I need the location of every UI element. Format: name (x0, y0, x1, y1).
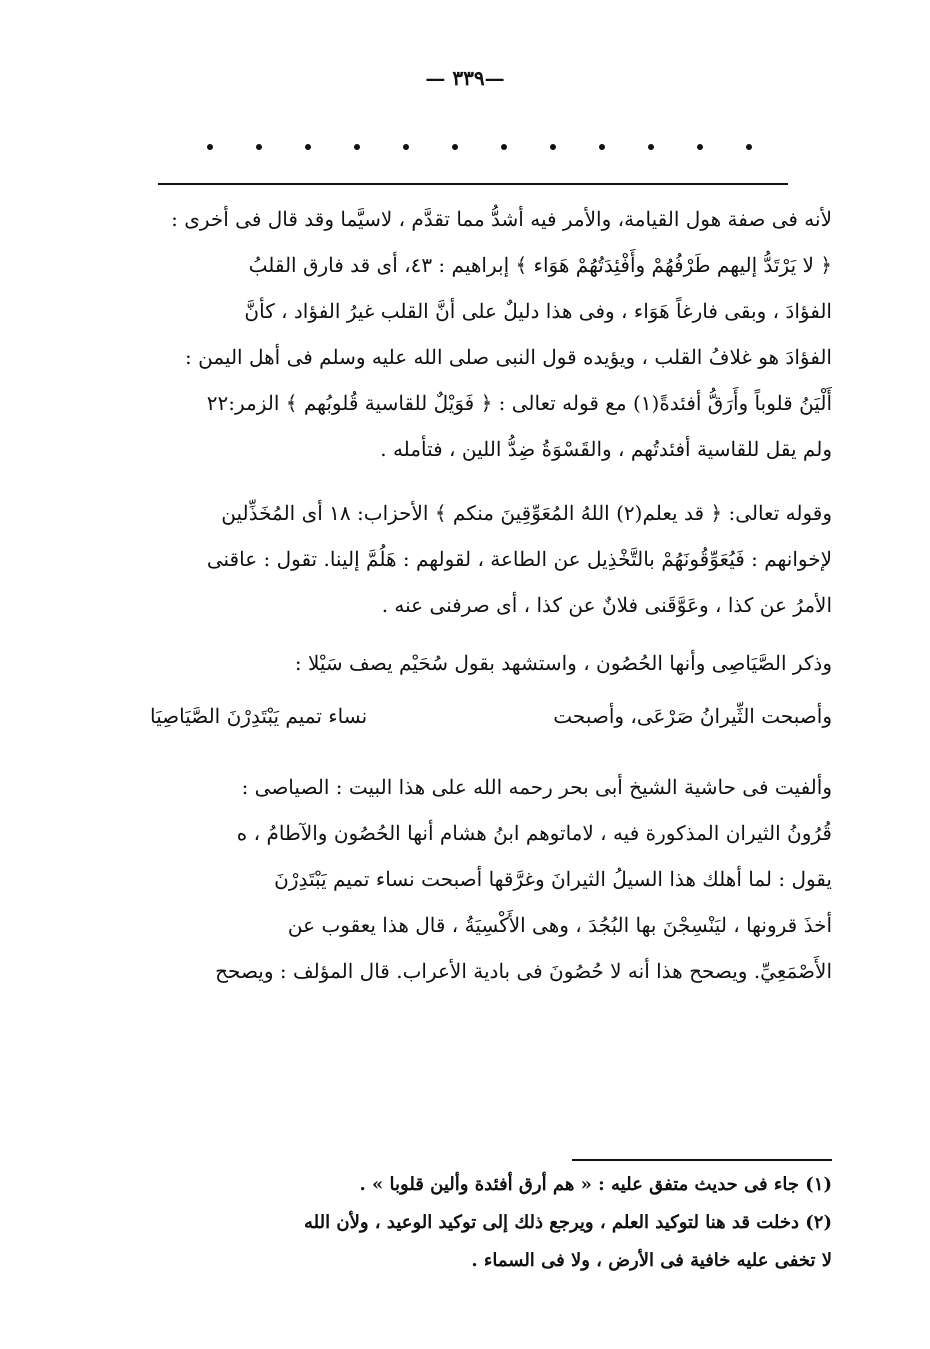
main-text (150, 196, 832, 994)
text-line: الأَصْمَعِيِّ. ويصحح هذا أنه لا حُصُونَ فى بادية الأعراب. قال المؤلف : ويصحح (215, 959, 832, 983)
text-line: ﴿ لا يَرْتَدُّ إليهم طَرْفُهُمْ وأَفْئِدَتُهُمْ هَوَاء ﴾ إبراهيم : ٤٣، أى قد فارق القلبُ (248, 253, 832, 277)
text-line: قُرُونُ الثيران المذكورة فيه ، لاماتوهم ابنُ هشام أنها الحُصُون والآطامُ ، ه (236, 821, 832, 845)
text-line: لإخوانهم : فَيُعَوِّقُونَهُمْ بالتَّخْذِيل عن الطاعة ، لقولهم : هَلُمَّ إلينا. تقول : عاقنى (206, 547, 832, 571)
text-line: أَلْيَنُ قلوباً وأَرَقُّ أفئدةً(١) مع قوله تعالى : ﴿ فَوَيْلٌ للقاسية قُلوبُهم ﴾ الزمر:٢٢ (206, 391, 832, 415)
text-line: وذكر الصَّيَاصِى وأنها الحُصُون ، واستشهد بقول سُحَيْم يصف سَيْلا : (294, 651, 832, 675)
footnote-2-line-2: لا تخفى عليه خافية فى الأرض ، ولا فى السماء . (471, 1250, 832, 1271)
verse-second-hemistich: نساء تميم يَبْتَدِرْنَ الصَّيَاصِيَا (150, 704, 368, 728)
verse-first-hemistich: وأصبحت الثِّيرانُ صَرْعَى، وأصبحت (553, 704, 832, 728)
text-line: الفؤادَ ، وبقى فارغاً هَوَاء ، وفى هذا دليلٌ على أنَّ القلب غيرُ الفؤاد ، كأنَّ (244, 299, 832, 323)
footnotes (150, 1166, 832, 1280)
text-line: يقول : لما أهلك هذا السيلُ الثيرانَ وغرَّقها أصبحت نساء تميم يَبْتَدِرْنَ (274, 867, 832, 891)
text-line: وقوله تعالى: ﴿ قد يعلم(٢) اللهُ المُعَوِّقِينَ منكم ﴾ الأحزاب: ١٨ أى المُخَذِّلين (221, 501, 832, 525)
footnote-1: (١) جاء فى حديث متفق عليه : « هم أرق أفئدة وألين قلوبا » . (359, 1174, 832, 1195)
text-line: ولم يقل للقاسية أفئدتُهم ، والقَسْوَةُ ضِدُّ اللين ، فتأمله . (380, 437, 832, 461)
omission-dots (200, 135, 770, 155)
text-line: الفؤادَ هو غلافُ القلب ، ويؤيده قول النبى صلى الله عليه وسلم فى أهل اليمن : (185, 345, 832, 369)
header-rule (158, 183, 788, 185)
text-line: لأنه فى صفة هول القيامة، والأمر فيه أشدُّ مما تقدَّم ، لاسيَّما وقد قال فى أخرى : (171, 207, 832, 231)
text-line: أخذَ قرونها ، ليَنْسِجْنَ بها البُجُدَ ، وهى الأَكْسِيَةُ ، قال هذا يعقوب عن (287, 913, 832, 937)
paragraph-gap (150, 746, 832, 764)
omission-dots-graphic (200, 135, 770, 155)
footnote-rule (572, 1159, 832, 1161)
page-number: —٣٣٩ — (425, 66, 505, 90)
paragraph-gap (150, 472, 832, 490)
text-line: الأمرُ عن كذا ، وعَوَّقَنى فلانٌ عن كذا ، أى صرفنى عنه . (381, 593, 832, 617)
poetry-verse (150, 686, 832, 746)
footnote-2-line-1: (٢) دخلت قد هنا لتوكيد العلم ، ويرجع ذلك إلى توكيد الوعيد ، ولأن الله (303, 1212, 832, 1233)
text-line: وألفيت فى حاشية الشيخ أبى بحر رحمه الله على هذا البيت : الصياصى : (241, 775, 832, 799)
